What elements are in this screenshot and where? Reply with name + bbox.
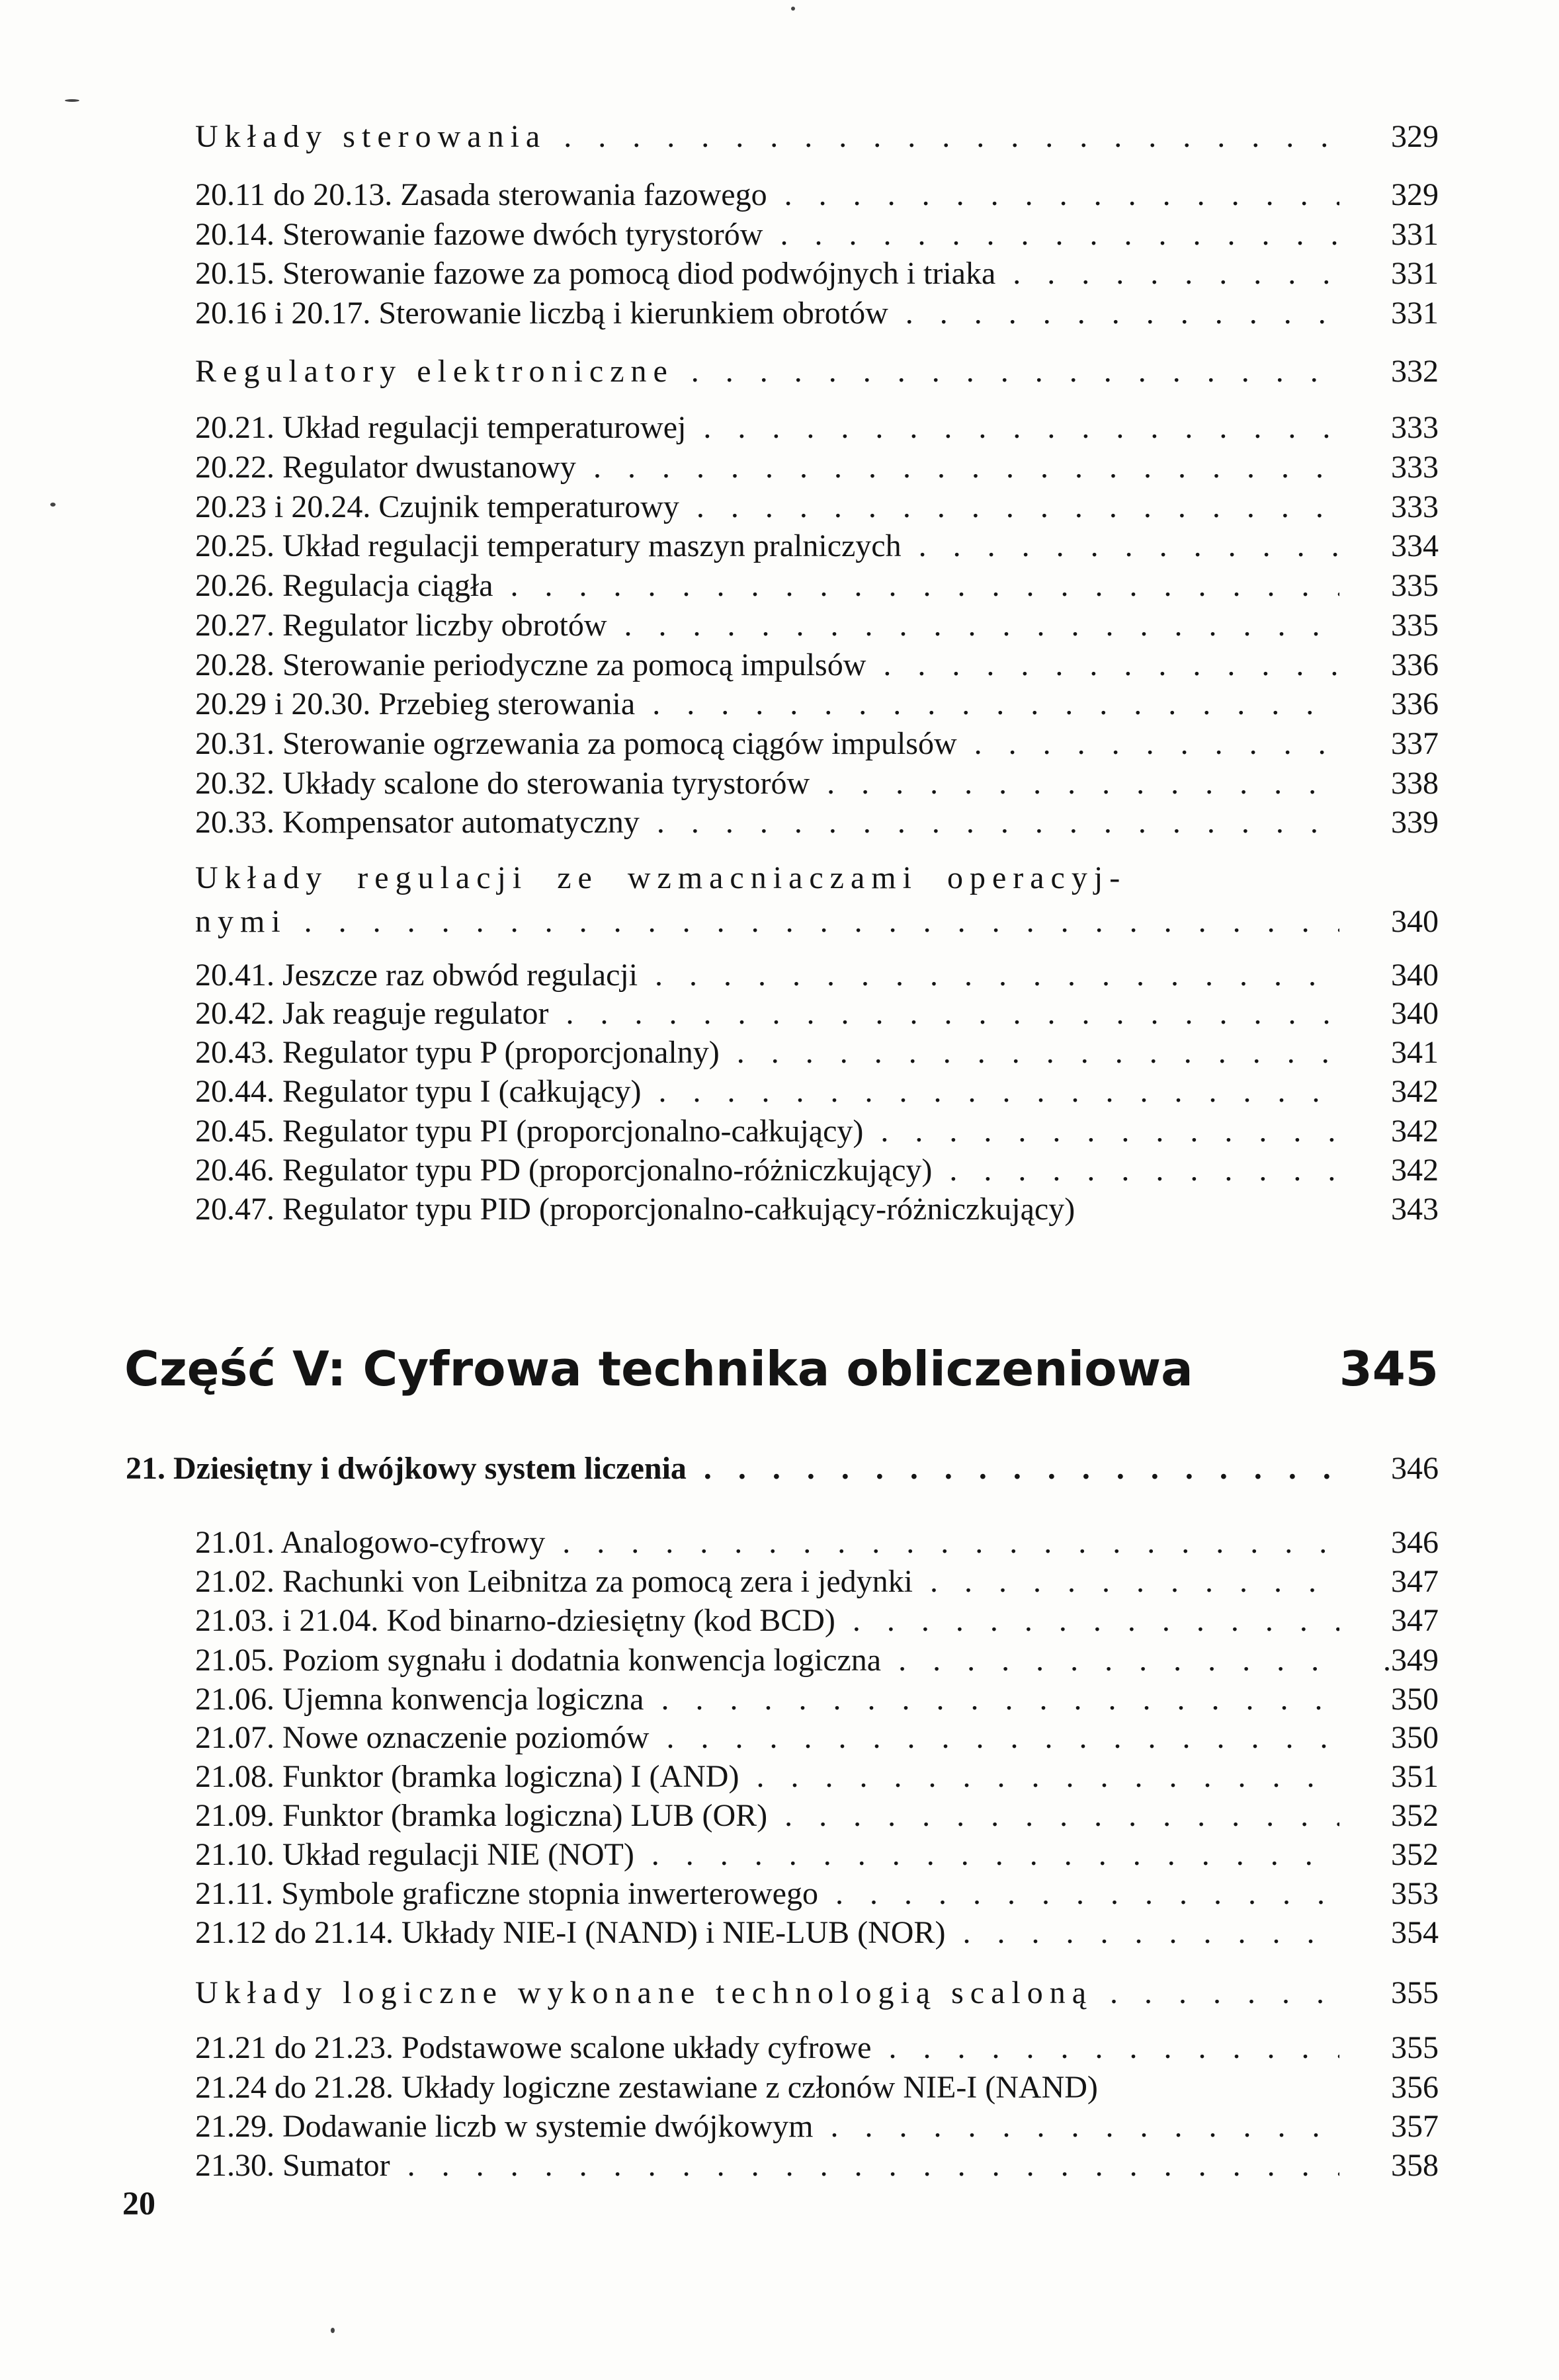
toc-page: 334	[1391, 528, 1439, 563]
chapter-title: 21. Dziesiętny i dwójkowy system liczenia . . .	[126, 1448, 1339, 1489]
toc-page: 333	[1391, 489, 1439, 524]
toc-heading-text: nymi . . .	[195, 901, 1339, 942]
toc-page: 351	[1391, 1759, 1439, 1794]
toc-entry[interactable]	[195, 253, 1439, 294]
toc-entry[interactable]	[195, 723, 1439, 764]
toc-entry-text: 21.10. Układ regulacji NIE (NOT) . . .	[195, 1834, 1339, 1875]
toc-entry-text: 20.25. Układ regulacji temperatury maszyn pralniczych . . .	[195, 526, 1339, 567]
toc-entry-text: 20.33. Kompensator automatyczny . . .	[195, 802, 1339, 843]
toc-page: 331	[1391, 217, 1439, 252]
toc-entry-text: 21.29. Dodawanie liczb w systemie dwójkowym . . .	[195, 2106, 1339, 2147]
toc-heading-line1: Układy regulacji ze wzmacniaczami operacyj-	[195, 860, 1127, 895]
toc-entry[interactable]	[195, 1522, 1439, 1563]
toc-page: 342	[1391, 1074, 1439, 1109]
toc-entry-text: 21.06. Ujemna konwencja logiczna . . .	[195, 1679, 1339, 1720]
toc-entry-text: 20.43. Regulator typu P (proporcjonalny) . . .	[195, 1032, 1339, 1073]
toc-heading[interactable]	[195, 351, 1439, 392]
toc-page: 347	[1391, 1564, 1439, 1599]
toc-entry[interactable]	[195, 684, 1439, 725]
toc-entry[interactable]	[195, 1834, 1439, 1875]
toc-entry[interactable]	[195, 1150, 1439, 1191]
toc-page: .349	[1383, 1643, 1439, 1678]
toc-entry[interactable]	[195, 1795, 1439, 1836]
toc-entry[interactable]	[195, 293, 1439, 334]
toc-page: 357	[1391, 2109, 1439, 2144]
toc-entry[interactable]	[195, 1111, 1439, 1152]
toc-entry[interactable]	[195, 2145, 1439, 2186]
toc-entry-text: 20.46. Regulator typu PD (proporcjonalno-różniczkujący) . . .	[195, 1150, 1339, 1191]
toc-heading-text: Układy logiczne wykonane technologią scaloną . . .	[195, 1973, 1339, 2014]
toc-page: 335	[1391, 568, 1439, 603]
toc-entry[interactable]	[195, 2028, 1439, 2069]
toc-page: 340	[1391, 958, 1439, 993]
toc-page: 341	[1391, 1035, 1439, 1070]
toc-page: 331	[1391, 296, 1439, 331]
toc-entry[interactable]	[195, 1561, 1439, 1602]
toc-entry-text: 21.03. i 21.04. Kod binarno-dziesiętny (kod BCD) . . .	[195, 1600, 1339, 1641]
toc-entry[interactable]	[195, 802, 1439, 843]
toc-entry[interactable]	[195, 1912, 1439, 1953]
toc-entry[interactable]	[195, 2067, 1439, 2108]
toc-page: 337	[1391, 726, 1439, 761]
toc-entry[interactable]	[195, 2106, 1439, 2147]
toc-page: 353	[1391, 1876, 1439, 1911]
toc-entry[interactable]	[195, 1032, 1439, 1073]
toc-heading-text: Układy sterowania . . .	[195, 116, 1339, 157]
toc-page: 350	[1391, 1682, 1439, 1717]
toc-page: 340	[1391, 996, 1439, 1031]
scan-speck	[50, 503, 56, 507]
toc-page: 355	[1391, 2030, 1439, 2065]
toc-entry-text: 21.08. Funktor (bramka logiczna) I (AND) . . .	[195, 1756, 1339, 1797]
toc-page: 329	[1391, 119, 1439, 154]
toc-entry[interactable]	[195, 1873, 1439, 1914]
toc-entry-text: 21.02. Rachunki von Leibnitza za pomocą zera i jedynki . . .	[195, 1561, 1339, 1602]
toc-entry[interactable]	[195, 1756, 1439, 1797]
toc-page: 350	[1391, 1720, 1439, 1755]
toc-entry-text: 21.09. Funktor (bramka logiczna) LUB (OR) . . .	[195, 1795, 1339, 1836]
toc-page: 338	[1391, 766, 1439, 801]
toc-entry-text: 20.32. Układy scalone do sterowania tyrystorów . . .	[195, 763, 1339, 804]
toc-entry[interactable]	[195, 407, 1439, 448]
toc-entry[interactable]	[195, 1717, 1439, 1758]
toc-entry[interactable]	[195, 993, 1439, 1034]
toc-entry-text: 21.30. Sumator . . .	[195, 2145, 1339, 2186]
toc-entry-text: 20.47. Regulator typu PID (proporcjonalno-całkujący-różniczkujący)	[195, 1192, 1075, 1227]
page-number: 20	[122, 2184, 155, 2221]
toc-entry-text: 20.23 i 20.24. Czujnik temperaturowy . . .	[195, 487, 1339, 528]
toc-page: 342	[1391, 1114, 1439, 1149]
toc-entry[interactable]	[195, 1679, 1439, 1720]
toc-page: 347	[1391, 1603, 1439, 1638]
toc-entry[interactable]	[195, 175, 1439, 216]
toc-entry-text: 20.45. Regulator typu PI (proporcjonalno-całkujący) . . .	[195, 1111, 1339, 1152]
toc-entry-text: 20.11 do 20.13. Zasada sterowania fazowego . . .	[195, 175, 1339, 216]
toc-entry-text: 20.27. Regulator liczby obrotów . . .	[195, 605, 1339, 646]
part-title: Część V: Cyfrowa technika obliczeniowa	[124, 1341, 1193, 1397]
toc-entry-text: 20.42. Jak reaguje regulator . . .	[195, 993, 1339, 1034]
toc-page: 333	[1391, 410, 1439, 445]
toc-heading[interactable]	[195, 901, 1439, 942]
toc-entry-text: 20.29 i 20.30. Przebieg sterowania . . .	[195, 684, 1339, 725]
toc-entry[interactable]	[195, 1600, 1439, 1641]
toc-entry-text: 21.12 do 21.14. Układy NIE-I (NAND) i NIE-LUB (NOR) . . .	[195, 1912, 1339, 1953]
toc-entry-text: 20.15. Sterowanie fazowe za pomocą diod podwójnych i triaka . . .	[195, 253, 1339, 294]
toc-page: 333	[1391, 450, 1439, 485]
toc-entry[interactable]	[195, 1189, 1439, 1230]
toc-page: 352	[1391, 1837, 1439, 1872]
toc-entry[interactable]	[195, 605, 1439, 646]
toc-page: 340	[1391, 904, 1439, 939]
toc-entry-text: 20.44. Regulator typu I (całkujący) . . .	[195, 1071, 1339, 1112]
toc-page: 332	[1391, 354, 1439, 389]
toc-entry-text: 20.28. Sterowanie periodyczne za pomocą impulsów . . .	[195, 645, 1339, 686]
toc-page: 358	[1391, 2148, 1439, 2183]
toc-entry[interactable]	[195, 487, 1439, 528]
toc-entry[interactable]	[195, 1640, 1439, 1681]
toc-entry-text: 20.21. Układ regulacji temperaturowej . . .	[195, 407, 1339, 448]
toc-page: 346	[1391, 1525, 1439, 1560]
toc-page: 331	[1391, 256, 1439, 291]
toc-page: 356	[1391, 2070, 1439, 2105]
scan-speck	[331, 2328, 335, 2333]
toc-heading[interactable]	[195, 1973, 1439, 2014]
toc-page: 335	[1391, 608, 1439, 643]
toc-entry[interactable]	[195, 447, 1439, 488]
toc-page: 329	[1391, 177, 1439, 212]
toc-entry-text: 20.31. Sterowanie ogrzewania za pomocą ciągów impulsów . . .	[195, 723, 1339, 764]
toc-page: 343	[1391, 1192, 1439, 1227]
toc-entry[interactable]	[195, 526, 1439, 567]
toc-entry-text: 20.22. Regulator dwustanowy . . .	[195, 447, 1339, 488]
toc-page: 352	[1391, 1798, 1439, 1833]
toc-entry[interactable]	[195, 763, 1439, 804]
toc-page: 355	[1391, 1975, 1439, 2010]
toc-entry[interactable]	[195, 955, 1439, 996]
toc-entry[interactable]	[195, 214, 1439, 255]
toc-entry-text: 20.14. Sterowanie fazowe dwóch tyrystorów . . .	[195, 214, 1339, 255]
toc-page: 346	[1391, 1451, 1439, 1486]
toc-entry-text: 20.26. Regulacja ciągła . . .	[195, 565, 1339, 606]
toc-entry-text: 21.11. Symbole graficzne stopnia inwerterowego . . .	[195, 1873, 1339, 1914]
toc-entry[interactable]	[195, 565, 1439, 606]
scan-speck	[791, 7, 795, 11]
toc-heading[interactable]	[195, 116, 1439, 157]
toc-entry[interactable]	[195, 645, 1439, 686]
chapter-heading[interactable]	[126, 1448, 1439, 1489]
toc-entry-text: 21.05. Poziom sygnału i dodatnia konwencja logiczna . . .	[195, 1640, 1339, 1681]
toc-entry-text: 21.01. Analogowo-cyfrowy . . .	[195, 1522, 1339, 1563]
toc-page: 336	[1391, 686, 1439, 721]
toc-page: 354	[1391, 1915, 1439, 1950]
toc-page: 342	[1391, 1153, 1439, 1188]
toc-entry-text: 20.16 i 20.17. Sterowanie liczbą i kierunkiem obrotów . . .	[195, 293, 1339, 334]
toc-page: 336	[1391, 647, 1439, 682]
part-page: 345	[1339, 1341, 1439, 1397]
toc-heading-text: Regulatory elektroniczne . . .	[195, 351, 1339, 392]
toc-entry-text: 21.24 do 21.28. Układy logiczne zestawiane z członów NIE-I (NAND)	[195, 2070, 1098, 2105]
toc-entry-text: 21.07. Nowe oznaczenie poziomów . . .	[195, 1717, 1339, 1758]
toc-page: 339	[1391, 805, 1439, 840]
scan-speck	[65, 99, 79, 102]
part-heading[interactable]	[124, 1333, 1439, 1405]
toc-entry[interactable]	[195, 1071, 1439, 1112]
toc-entry-text: 20.41. Jeszcze raz obwód regulacji . . .	[195, 955, 1339, 996]
toc-entry-text: 21.21 do 21.23. Podstawowe scalone układy cyfrowe . . .	[195, 2028, 1339, 2069]
